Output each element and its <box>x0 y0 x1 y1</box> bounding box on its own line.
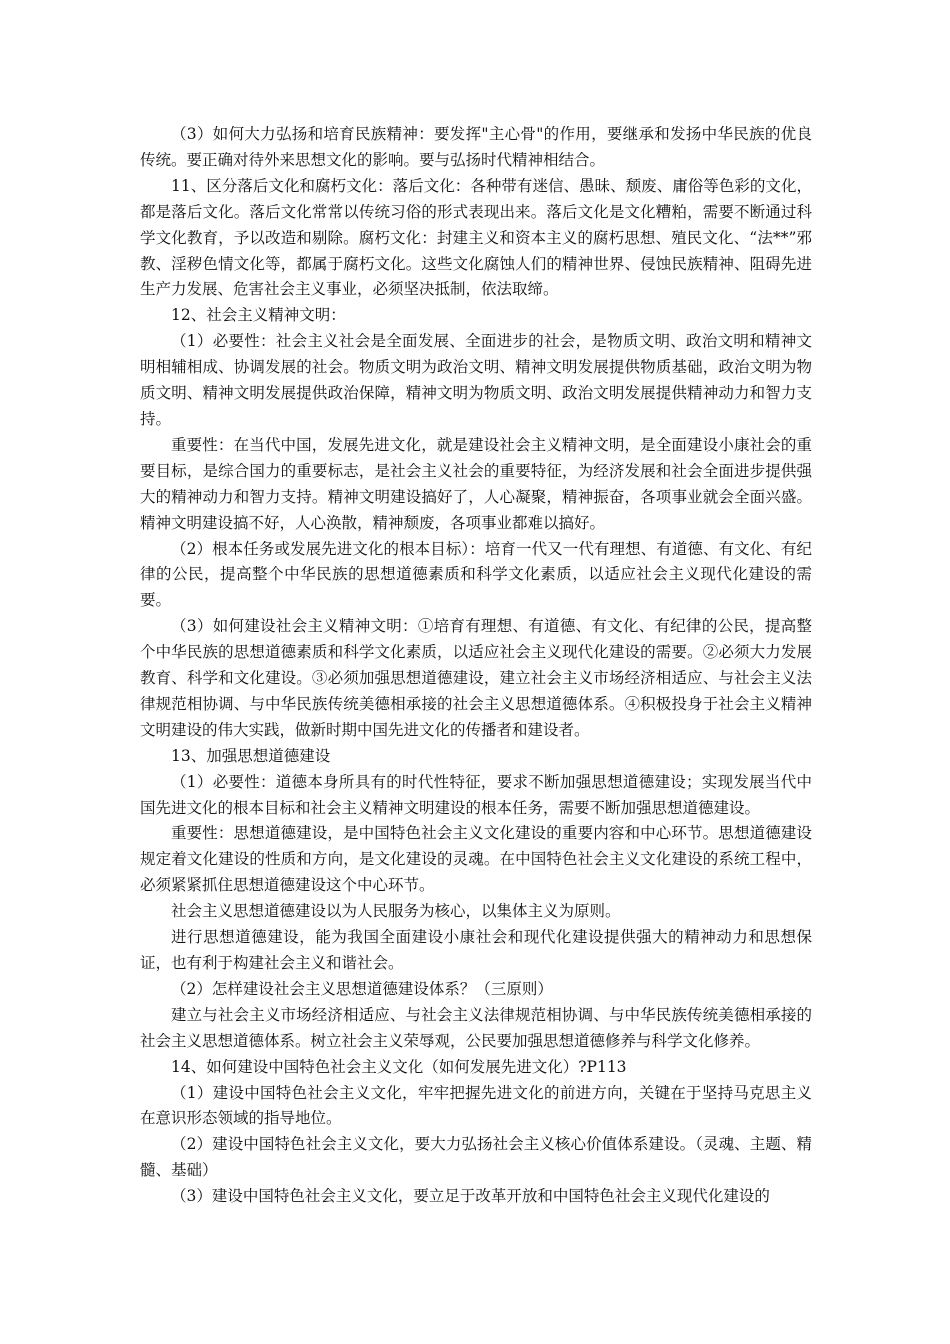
document-body <box>140 122 812 1210</box>
paragraph-necessity: （1）必要性：社会主义社会是全面发展、全面进步的社会，是物质文明、政治文明和精神文明相辅相成、协调发展的社会。物质文明为政治文明、精神文明发展提供物质基础，政治文明为物质文明、精神文明发展提供政治保障，精神文明为物质文明、政治文明发展提供精神动力和智力支持。 <box>140 332 812 428</box>
paragraph-culture-point-3: （3）建设中国特色社会主义文化，要立足于改革开放和中国特色社会主义现代化建设的 <box>171 1187 770 1206</box>
paragraph-moral-benefit: 进行思想道德建设，能为我国全面建设小康社会和现代化建设提供强大的精神动力和思想保证，也有利于构建社会主义和谐社会。 <box>140 928 812 972</box>
paragraph-how-moral-system: （2）怎样建设社会主义思想道德建设体系？（三原则） <box>171 979 553 998</box>
paragraph-culture-point-1: （1）建设中国特色社会主义文化，牢牢把握先进文化的前进方向，关键在于坚持马克思主义在意识形态领域的指导地位。 <box>140 1083 812 1128</box>
paragraph-fundamental-task: （2）根本任务或发展先进文化的根本目标）：培育一代又一代有理想、有道德、有文化、有纪律的公民，提高整个中华民族的思想道德素质和科学文化素质，以适应社会主义现代化建设的需要。 <box>140 539 812 610</box>
heading-socialist-spiritual-civilization: 12、社会主义精神文明： <box>171 306 346 325</box>
paragraph-moral-importance: 重要性：思想道德建设，是中国特色社会主义文化建设的重要内容和中心环节。思想道德建设规定着文化建设的性质和方向，是文化建设的灵魂。在中国特色社会主义文化建设的系统工程中，必须紧紧抓住思想道德建设这个中心环节。 <box>140 824 812 895</box>
paragraph-moral-system-answer: 建立与社会主义市场经济相适应、与社会主义法律规范相协调、与中华民族传统美德相承接的社会主义思想道德体系。树立社会主义荣辱观，公民要加强思想道德修养与科学文化修养。 <box>140 1005 812 1050</box>
heading-ideological-moral-construction: 13、加强思想道德建设 <box>171 746 331 765</box>
heading-chinese-socialist-culture: 14、如何建设中国特色社会主义文化（如何发展先进文化）?P113 <box>171 1057 627 1076</box>
paragraph-national-spirit: （3）如何大力弘扬和培育民族精神：要发挥"主心骨"的作用，要继承和发扬中华民族的优良传统。要正确对待外来思想文化的影响。要与弘扬时代精神相结合。 <box>140 125 812 169</box>
paragraph-importance: 重要性：在当代中国，发展先进文化，就是建设社会主义精神文明，是全面建设小康社会的重要目标，是综合国力的重要标志，是社会主义社会的重要特征，为经济发展和社会全面进步提供强大的精神动力和智力支持。精神文明建设搞好了，人心凝聚，精神振奋，各项事业就会全面兴盛。精神文明建设搞不好，人心涣散，精神颓废，各项事业都难以搞好。 <box>140 435 812 532</box>
paragraph-culture-point-2: （2）建设中国特色社会主义文化，要大力弘扬社会主义核心价值体系建设。（灵魂、主题、精髓、基础） <box>140 1135 812 1180</box>
paragraph-moral-core: 社会主义思想道德建设以为人民服务为核心，以集体主义为原则。 <box>171 902 621 921</box>
paragraph-moral-necessity: （1）必要性：道德本身所具有的时代性特征，要求不断加强思想道德建设；实现发展当代中国先进文化的根本目标和社会主义精神文明建设的根本任务，需要不断加强思想道德建设。 <box>140 772 812 817</box>
paragraph-how-to-build: （3）如何建设社会主义精神文明：①培育有理想、有道德、有文化、有纪律的公民，提高整个中华民族的思想道德素质和科学文化素质，以适应社会主义现代化建设的需要。②必须大力发展教育、科学和文化建设。③必须加强思想道德建设，建立社会主义市场经济相适应、与社会主义法律规范相协调、与中华民族传统美德相承接的社会主义思想道德体系。④积极投身于社会主义精神文明建设的伟大实践，做新时期中国先进文化的传播者和建设者。 <box>140 617 812 739</box>
paragraph-backward-decadent-culture: 11、区分落后文化和腐朽文化：落后文化：各种带有迷信、愚昧、颓废、庸俗等色彩的文化，都是落后文化。落后文化常常以传统习俗的形式表现出来。落后文化是文化糟粕，需要不断通过科学文化教育，予以改造和剔除。腐朽文化：封建主义和资本主义的腐朽思想、殖民文化、“法**”邪教、淫秽色情文化等，都属于腐朽文化。这些文化腐蚀人们的精神世界、侵蚀民族精神、阻碍先进生产力发展、危害社会主义事业，必须坚决抵制，依法取缔。 <box>140 176 812 299</box>
